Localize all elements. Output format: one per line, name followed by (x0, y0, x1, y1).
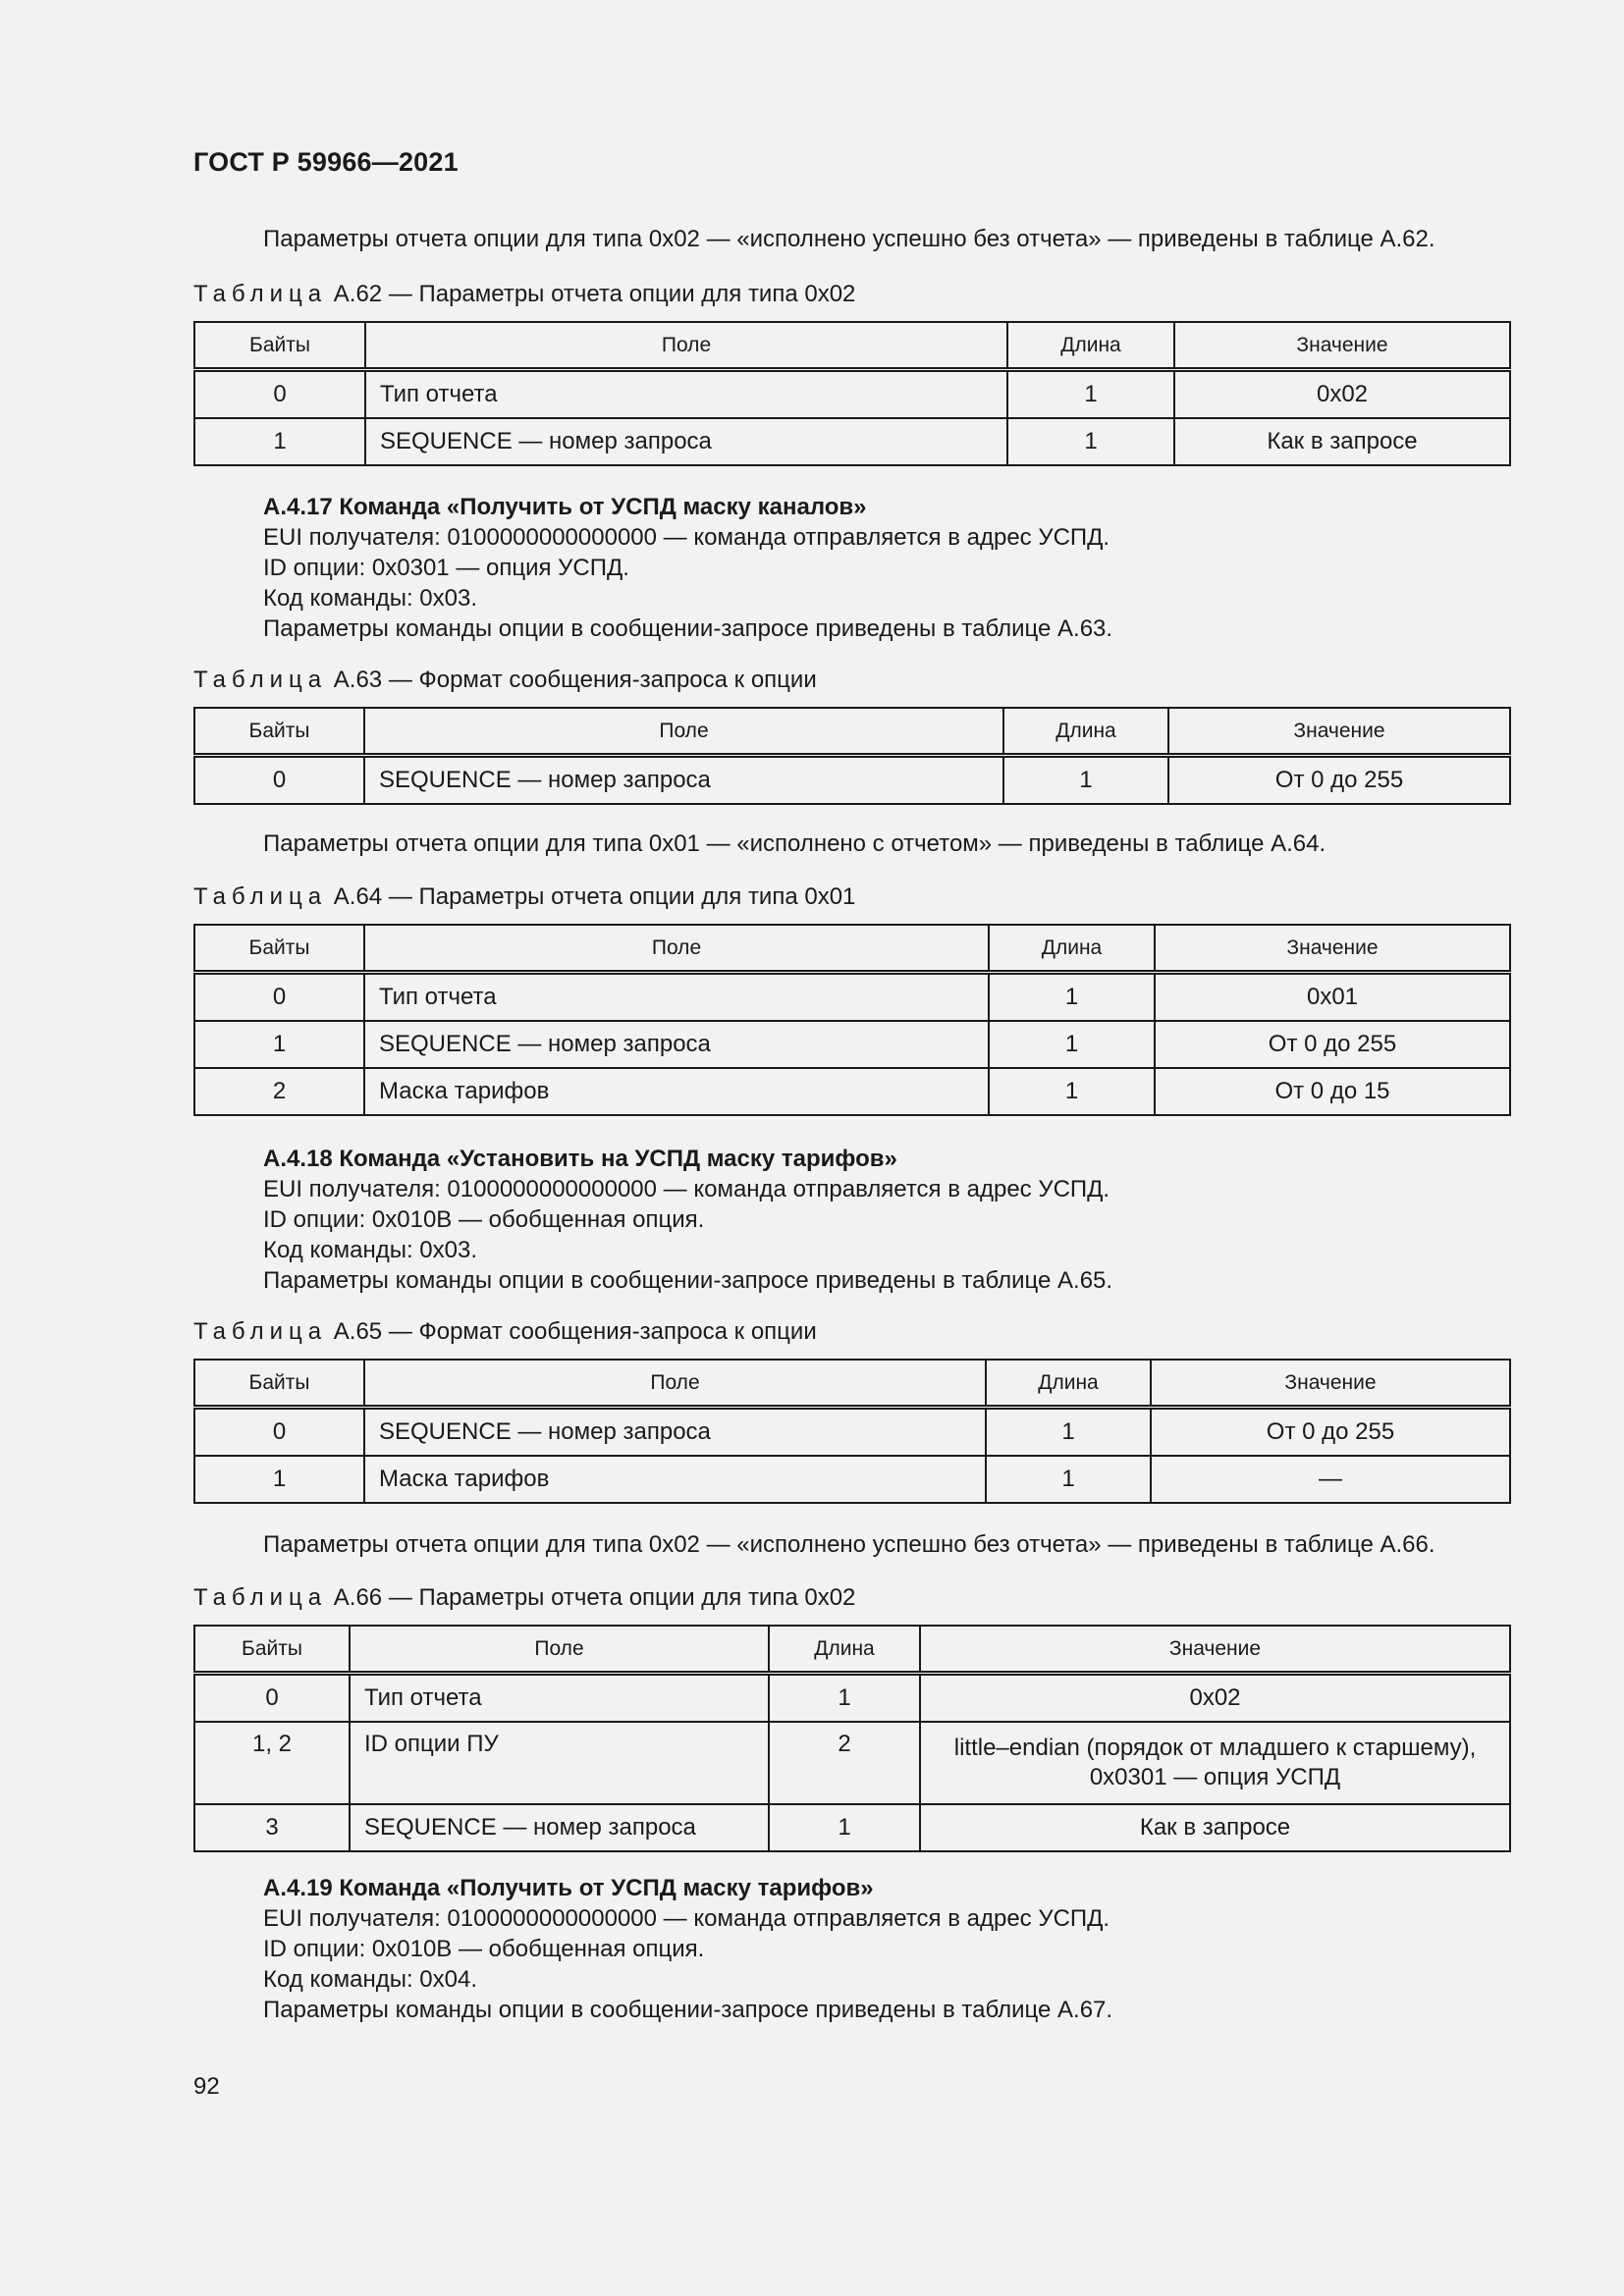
table-a62 (193, 321, 1511, 466)
cell-value: — (1151, 1456, 1510, 1503)
cell-field: ID опции ПУ (350, 1722, 769, 1804)
cell-value: Как в запросе (920, 1804, 1510, 1851)
cell-bytes: 1, 2 (194, 1722, 350, 1804)
cell-bytes: 0 (194, 756, 364, 805)
header-value: Значение (1174, 322, 1510, 370)
section-line: Параметры команды опции в сообщении-запросе приведены в таблице А.65. (263, 1267, 1113, 1294)
cell-bytes: 0 (194, 1408, 364, 1457)
cell-length: 2 (769, 1722, 920, 1804)
cell-field: SEQUENCE — номер запроса (365, 418, 1007, 465)
header-value: Значение (1151, 1360, 1510, 1408)
cell-field: Тип отчета (364, 973, 989, 1022)
section-line: EUI получателя: 0100000000000000 — команда отправляется в адрес УСПД. (263, 524, 1110, 551)
cell-field: SEQUENCE — номер запроса (364, 1408, 986, 1457)
cell-field: SEQUENCE — номер запроса (364, 1021, 989, 1068)
cell-field: SEQUENCE — номер запроса (364, 756, 1003, 805)
section-line: EUI получателя: 0100000000000000 — команда отправляется в адрес УСПД. (263, 1176, 1110, 1202)
table-a65-caption (193, 1316, 1509, 1347)
header-value: Значение (1155, 925, 1510, 973)
cell-bytes: 0 (194, 370, 365, 419)
table-row (194, 1804, 1510, 1851)
caption-text: А.63 — Формат сообщения-запроса к опции (333, 667, 817, 693)
table-a63-caption (193, 665, 1509, 695)
table-a64-wrap (193, 924, 1509, 1116)
section-a417 (193, 492, 1579, 644)
cell-value: 0x02 (920, 1674, 1510, 1723)
caption-word: Таблица (193, 667, 328, 693)
cell-value: От 0 до 255 (1168, 756, 1510, 805)
cell-length: 1 (989, 1068, 1155, 1115)
section-line: EUI получателя: 0100000000000000 — команда отправляется в адрес УСПД. (263, 1905, 1110, 1932)
section-line: Код команды: 0x03. (263, 585, 477, 612)
table-a62-caption (193, 279, 1509, 309)
header-field: Поле (364, 708, 1003, 756)
caption-text: А.65 — Формат сообщения-запроса к опции (333, 1318, 817, 1345)
cell-field: Тип отчета (365, 370, 1007, 419)
cell-bytes: 1 (194, 418, 365, 465)
caption-word: Таблица (193, 1318, 328, 1345)
header-field: Поле (364, 925, 989, 973)
paragraph-a66: Параметры отчета опции для типа 0x02 — «исполнено успешно без отчета» — приведены в таблице А.66. (263, 1531, 1435, 1558)
caption-word: Таблица (193, 281, 328, 307)
cell-bytes: 3 (194, 1804, 350, 1851)
header-field: Поле (350, 1626, 769, 1674)
table-row (194, 1068, 1510, 1115)
header-length: Длина (986, 1360, 1151, 1408)
cell-value: От 0 до 255 (1155, 1021, 1510, 1068)
caption-text: А.62 — Параметры отчета опции для типа 0x02 (333, 281, 856, 307)
header-value: Значение (1168, 708, 1510, 756)
section-line: Код команды: 0x04. (263, 1966, 477, 1993)
header-bytes: Байты (194, 1360, 364, 1408)
cell-value: 0x01 (1155, 973, 1510, 1022)
table-row (194, 418, 1510, 465)
cell-value: От 0 до 255 (1151, 1408, 1510, 1457)
table-a64-caption (193, 881, 1509, 912)
table-header-row (194, 925, 1510, 973)
cell-value: Как в запросе (1174, 418, 1510, 465)
caption-word: Таблица (193, 1584, 328, 1611)
section-heading: А.4.18 Команда «Установить на УСПД маску тарифов» (263, 1146, 897, 1172)
header-field: Поле (365, 322, 1007, 370)
table-header-row (194, 1626, 1510, 1674)
table-row (194, 756, 1510, 805)
header-bytes: Байты (194, 925, 364, 973)
cell-length: 1 (769, 1674, 920, 1723)
cell-field: Маска тарифов (364, 1068, 989, 1115)
section-line: Параметры команды опции в сообщении-запросе приведены в таблице А.67. (263, 1997, 1113, 2023)
caption-text: А.64 — Параметры отчета опции для типа 0x01 (333, 883, 856, 910)
table-a66-wrap (193, 1625, 1509, 1852)
table-row (194, 1021, 1510, 1068)
cell-field: Тип отчета (350, 1674, 769, 1723)
section-heading: А.4.17 Команда «Получить от УСПД маску каналов» (263, 494, 867, 520)
cell-bytes: 0 (194, 1674, 350, 1723)
table-header-row (194, 708, 1510, 756)
header-field: Поле (364, 1360, 986, 1408)
cell-bytes: 1 (194, 1021, 364, 1068)
table-row (194, 1456, 1510, 1503)
table-a63-wrap (193, 707, 1509, 805)
document-header: ГОСТ Р 59966—2021 (193, 147, 459, 177)
section-line: ID опции: 0x010B — обобщенная опция. (263, 1936, 705, 1962)
cell-length: 1 (1003, 756, 1168, 805)
cell-field: SEQUENCE — номер запроса (350, 1804, 769, 1851)
cell-bytes: 0 (194, 973, 364, 1022)
header-length: Длина (769, 1626, 920, 1674)
cell-field: Маска тарифов (364, 1456, 986, 1503)
cell-length: 1 (769, 1804, 920, 1851)
table-a64 (193, 924, 1511, 1116)
cell-length: 1 (989, 973, 1155, 1022)
cell-length: 1 (986, 1456, 1151, 1503)
table-row (194, 1722, 1510, 1804)
table-a65 (193, 1359, 1511, 1504)
table-a63 (193, 707, 1511, 805)
header-bytes: Байты (194, 1626, 350, 1674)
header-bytes: Байты (194, 322, 365, 370)
caption-word: Таблица (193, 883, 328, 910)
cell-length: 1 (1007, 370, 1174, 419)
section-a419 (193, 1873, 1579, 2025)
cell-length: 1 (1007, 418, 1174, 465)
header-length: Длина (989, 925, 1155, 973)
table-a62-wrap (193, 321, 1509, 466)
cell-bytes: 2 (194, 1068, 364, 1115)
table-row (194, 1674, 1510, 1723)
cell-value: От 0 до 15 (1155, 1068, 1510, 1115)
table-header-row (194, 1360, 1510, 1408)
table-header-row (194, 322, 1510, 370)
paragraph-a64: Параметры отчета опции для типа 0x01 — «исполнено с отчетом» — приведены в таблице А.64. (263, 830, 1326, 857)
cell-value: little–endian (порядок от младшего к старшему), 0x0301 — опция УСПД (920, 1722, 1510, 1804)
cell-length: 1 (989, 1021, 1155, 1068)
section-a418 (193, 1144, 1579, 1296)
page-number: 92 (193, 2073, 220, 2100)
intro-paragraph: Параметры отчета опции для типа 0x02 — «исполнено успешно без отчета» — приведены в таблице А.62. (263, 226, 1435, 252)
section-line: ID опции: 0x0301 — опция УСПД. (263, 555, 629, 581)
section-line: Код команды: 0x03. (263, 1237, 477, 1263)
header-length: Длина (1007, 322, 1174, 370)
header-value: Значение (920, 1626, 1510, 1674)
table-row (194, 370, 1510, 419)
cell-value: 0x02 (1174, 370, 1510, 419)
table-a66 (193, 1625, 1511, 1852)
table-row (194, 1408, 1510, 1457)
cell-bytes: 1 (194, 1456, 364, 1503)
header-bytes: Байты (194, 708, 364, 756)
table-a66-caption (193, 1582, 1509, 1613)
header-length: Длина (1003, 708, 1168, 756)
section-line: Параметры команды опции в сообщении-запросе приведены в таблице А.63. (263, 615, 1113, 642)
table-row (194, 973, 1510, 1022)
table-a65-wrap (193, 1359, 1509, 1504)
section-line: ID опции: 0x010B — обобщенная опция. (263, 1206, 705, 1233)
caption-text: А.66 — Параметры отчета опции для типа 0x02 (333, 1584, 856, 1611)
cell-length: 1 (986, 1408, 1151, 1457)
section-heading: А.4.19 Команда «Получить от УСПД маску тарифов» (263, 1875, 874, 1901)
